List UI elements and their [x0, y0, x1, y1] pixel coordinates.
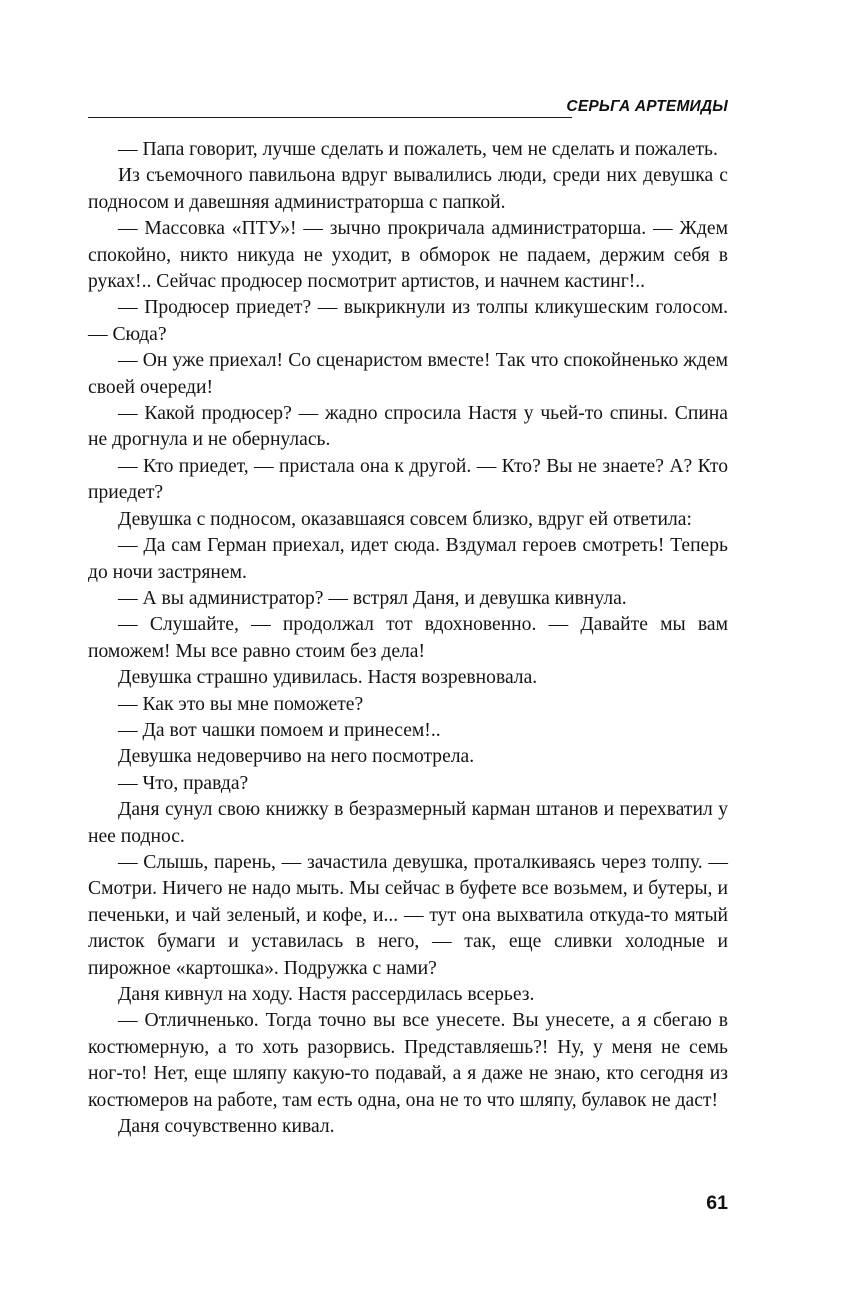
- paragraph: — Что, правда?: [118, 772, 249, 794]
- running-title: СЕРЬГА АРТЕМИДЫ: [566, 98, 728, 115]
- paragraph: Даня сунул свою книжку в безразмерный карман штанов и перехватил у нее поднос.: [88, 799, 728, 847]
- paragraph: — Слушайте, — продолжал тот вдохновенно. — Давайте мы вам поможем! Мы все равно стоим без дела!: [88, 614, 728, 662]
- running-header: [88, 96, 728, 120]
- paragraph: — Массовка «ПТУ»! — зычно прокричала администраторша. — Ждем спокойно, никто никуда не уходит, в обморок не падаем, держим себя в руках!.. Сейчас продюсер посмотрит артистов, и начнем кастинг!..: [88, 218, 728, 293]
- paragraph: — Папа говорит, лучше сделать и пожалеть, чем не сделать и пожалеть.: [118, 139, 718, 160]
- paragraph: Из съемочного павильона вдруг вывалились люди, среди них девушка с подносом и давешняя администраторша с папкой.: [88, 165, 728, 213]
- paragraph: Даня кивнул на ходу. Настя рассердилась всерьез.: [118, 984, 535, 1005]
- paragraph: — Отличненько. Тогда точно вы все унесете. Вы унесете, а я сбегаю в костюмерную, а то хоть разорвись. Представляешь?! Ну, у меня не семь ног-то! Нет, еще шляпу какую-то подавай, а я даже не знаю, кто сегодня из костюмеров на работе, там есть одна, она не то что шляпу, булавок не даст!: [88, 1010, 728, 1111]
- paragraph: — Он уже приехал! Со сценаристом вместе! Так что спокойненько ждем своей очереди!: [88, 350, 728, 398]
- page-number: 61: [706, 1192, 728, 1214]
- paragraph: — Да вот чашки помоем и принесем!..: [118, 719, 441, 741]
- paragraph: Девушка с подносом, оказавшаяся совсем близко, вдруг ей ответила:: [118, 508, 692, 530]
- paragraph: Девушка страшно удивилась. Настя возревновала.: [118, 667, 538, 689]
- paragraph: — А вы администратор? — встрял Даня, и девушка кивнула.: [118, 587, 627, 609]
- header-rule: [88, 117, 572, 118]
- paragraph: — Да сам Герман приехал, идет сюда. Вздумал героев смотреть! Теперь до ночи застрянем.: [88, 535, 728, 583]
- paragraph: Девушка недоверчиво на него посмотрела.: [118, 746, 475, 768]
- paragraph: — Слышь, парень, — зачастила девушка, проталкиваясь через толпу. — Смотри. Ничего не надо мыть. Мы сейчас в буфете все возьмем, и бутеры, и печеньки, и чай зеленый, и кофе, и... — тут она выхватила откуда-то мятый листок бумаги и уставилась в него, — так, еще сливки холодные и пирожное «картошка». Подружка с нами?: [88, 851, 728, 979]
- paragraph: Даня сочувственно кивал.: [118, 1116, 335, 1138]
- paragraph: — Продюсер приедет? — выкрикнули из толпы кликушеским голосом. — Сюда?: [88, 297, 728, 345]
- body-text: [88, 137, 728, 1140]
- paragraph: — Как это вы мне поможете?: [118, 693, 364, 715]
- paragraph: — Кто приедет, — пристала она к другой. — Кто? Вы не знаете? А? Кто приедет?: [88, 455, 728, 504]
- paragraph: — Какой продюсер? — жадно спросила Настя у чьей-то спины. Спина не дрогнула и не обернулась.: [88, 403, 728, 451]
